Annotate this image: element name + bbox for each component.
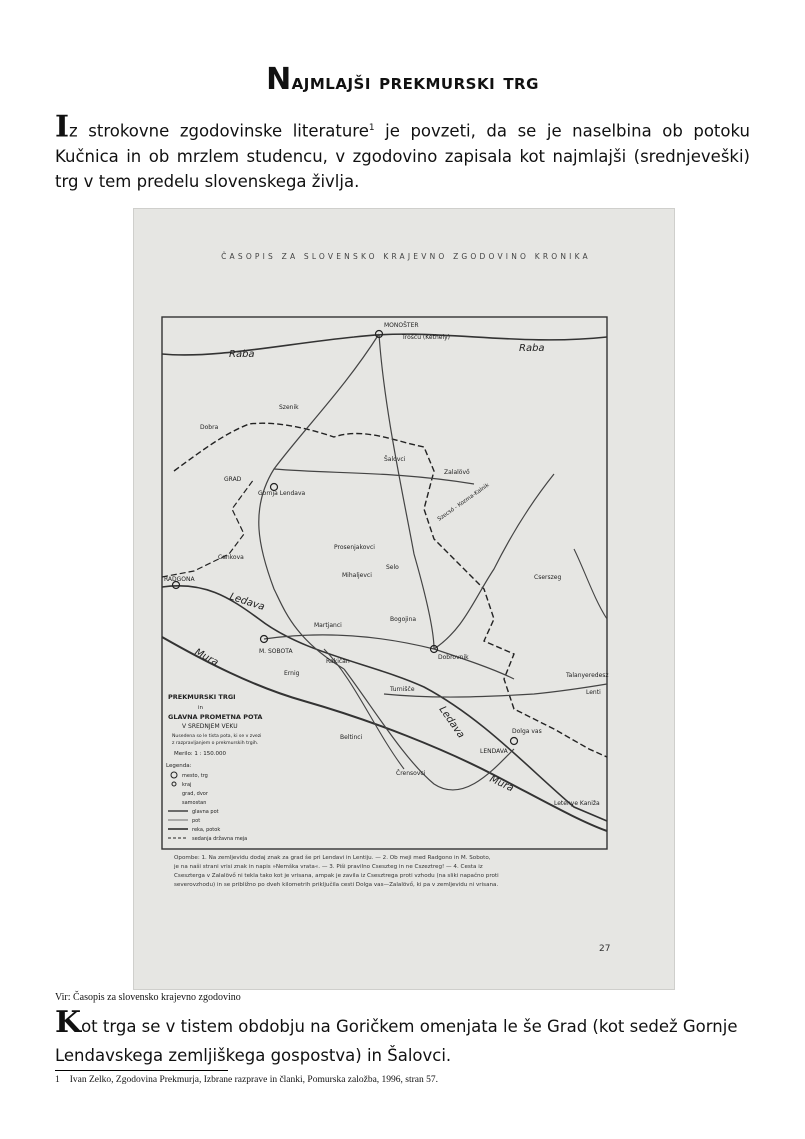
road-beltinci (324, 649, 404, 769)
paragraph-intro (55, 109, 750, 194)
label-mihaljevci: Mihaljevci (342, 572, 372, 579)
footnote-divider (55, 1070, 228, 1071)
map-note-4: severovzhodu) in se približno po dveh kilometrih priključila cesti Dolga vas—Zalalövő, ki pa v zemljevidu ni vrisana. (174, 882, 499, 888)
journal-header: ČASOPIS ZA SLOVENSKO KRAJEVNO ZGODOVINO KRONIKA (221, 252, 591, 261)
footnote-reference[interactable]: 1 (368, 123, 375, 133)
label-m-sobota: M. SOBOTA (259, 648, 293, 655)
road-turnisce-lenti (384, 684, 607, 697)
label-lenti: Lenti (586, 689, 601, 696)
label-zalalovo: Zalalövő (444, 469, 470, 476)
map-note-1: Opombe: 1. Na zemljevidu dodaj znak za grad še pri Lendavi in Lentiju. — 2. Ob meji med Radgono in M. Soboto, (174, 855, 491, 861)
label-martjanci: Martjanci (314, 622, 342, 629)
map-frame (162, 317, 607, 849)
footnote-number: 1 (55, 1075, 60, 1085)
page-title (0, 62, 805, 97)
label-raba-left: Raba (229, 349, 255, 360)
legend-item-5: pot (192, 818, 201, 824)
label-ernig: Ernig (284, 670, 300, 677)
legend-symbol-city (171, 772, 177, 778)
label-prosenjakovci: Prosenjakovci (334, 544, 375, 551)
label-raba-right: Raba (519, 343, 545, 354)
figure-caption: Vir: Časopis za slovensko krajevno zgodovino (55, 992, 241, 1003)
legend-item-6: reka, potok (192, 827, 221, 833)
label-turnisce: Turnišče (390, 686, 415, 693)
map-note-3: Cseszterga v Zalalövő ni tekla tako kot je vrisana, ampak je zavila iz Csesztrega proti vzhodu (na sliki napačno proti (174, 873, 499, 879)
legend-in: in (198, 705, 204, 711)
label-talanyeredesz: Talanyeredesz (566, 672, 609, 679)
dropcap-k: K (55, 1005, 82, 1040)
legend-item-3: samostan (182, 800, 207, 806)
label-letenye: Letenye Kaniža (554, 800, 600, 807)
label-cserszeg: Cserszeg (534, 574, 562, 581)
legend-scale: Merilo: 1 : 150.000 (174, 751, 227, 757)
state-border (174, 423, 607, 757)
label-dolga-vas: Dolga vas (512, 728, 542, 735)
label-szenik: Szenik (279, 404, 299, 411)
label-mura-right: Mura (487, 773, 516, 795)
paragraph-grad-salovci (55, 1005, 755, 1070)
label-lendava: LENDAVA (480, 748, 508, 755)
para2-text: ot trga se v tistem obdobju na Goričkem omenjata le še Grad (kot sedež Gornje Lendavskega zemljiškega gospostva) in Šalovci. (55, 1017, 738, 1065)
para1-text-b: je povzeti, da se je naselbina ob potoku Kučnica in ob mrzlem studencu, v zgodovino zapisala kot najmlajši (srednjeveški) trg v tem predelu slovenskega življa. (55, 121, 750, 191)
label-salovci: Šalovci (384, 456, 406, 463)
scan-page-number: 27 (599, 944, 611, 954)
para1-text-a: z strokovne zgodovinske literature (69, 121, 369, 141)
title-rest: ajmlajši prekmurski trg (291, 70, 539, 95)
label-crensovci: Črensovci (396, 770, 426, 777)
label-dobrovnik: Dobrovnik (438, 654, 469, 661)
label-dobra: Dobra (200, 424, 219, 431)
scanned-map-page (133, 208, 675, 990)
legend-label: Legenda: (166, 763, 192, 769)
label-szecso-kozma: Szecsó - Kozma-Kalnik (436, 482, 491, 523)
road-ne (434, 474, 554, 649)
label-gornja-lendava: Gornja Lendava (258, 490, 306, 497)
label-ledava-top: Ledava (228, 591, 266, 614)
road-cserszeg (574, 549, 607, 619)
legend-symbol-place (172, 782, 176, 786)
label-rakican: Rakičan (326, 658, 350, 665)
map-note-2: je na naši strani vrisi znak in napis »Nemška vrata«. — 3. Piši pravilno Cseszteg in ne Cszeztreg! — 4. Cesta iz (174, 864, 483, 870)
label-mura-left: Mura (192, 646, 221, 669)
legend-subtitle-2: V SREDNJEM VEKU (182, 723, 238, 730)
marker-lendava (511, 738, 518, 745)
label-monostor: MONOŠTER (384, 322, 419, 329)
river-ledava (162, 586, 607, 821)
legend-item-4: glavna pot (192, 809, 219, 815)
footnote (55, 1075, 448, 1085)
label-cankova: Cankova (218, 554, 244, 561)
label-bogojina: Bogojina (390, 616, 417, 623)
legend-item-2: grad, dvor (182, 791, 208, 797)
label-selo: Selo (386, 564, 399, 571)
legend-subtitle-1: GLAVNA PROMETNA POTA (168, 713, 263, 721)
legend-note-1: Nusedena so le tista pota, ki se v zvezi (172, 734, 262, 739)
label-troscu: Trošču (Kethely) (402, 334, 450, 341)
legend-item-0: mesto, trg (182, 773, 208, 779)
label-ledava-bottom: Ledava (436, 704, 467, 741)
road-monostor-grad (259, 334, 379, 669)
legend-note-2: z razpravljanjem o prekmurskih trgih. (172, 741, 259, 746)
state-border-west (162, 479, 254, 577)
label-grad: GRAD (224, 476, 242, 483)
title-first-letter: N (266, 62, 292, 97)
legend-item-1: kraj (182, 782, 192, 788)
map-figure (134, 209, 674, 989)
dropcap-i: I (55, 109, 70, 145)
legend-title: PREKMURSKI TRGI (168, 693, 236, 701)
road-sobota-dobrovnik (264, 635, 514, 679)
road-monostor-south (379, 334, 434, 649)
label-radgona: RADGONA (164, 576, 195, 583)
legend-item-7: sedanja državna meja (192, 836, 248, 842)
footnote-text: Ivan Zelko, Zgodovina Prekmurja, Izbrane razprave in članki, Pomurska založba, 1996, stran 57. (69, 1075, 439, 1085)
label-beltinci: Beltinci (340, 734, 363, 741)
